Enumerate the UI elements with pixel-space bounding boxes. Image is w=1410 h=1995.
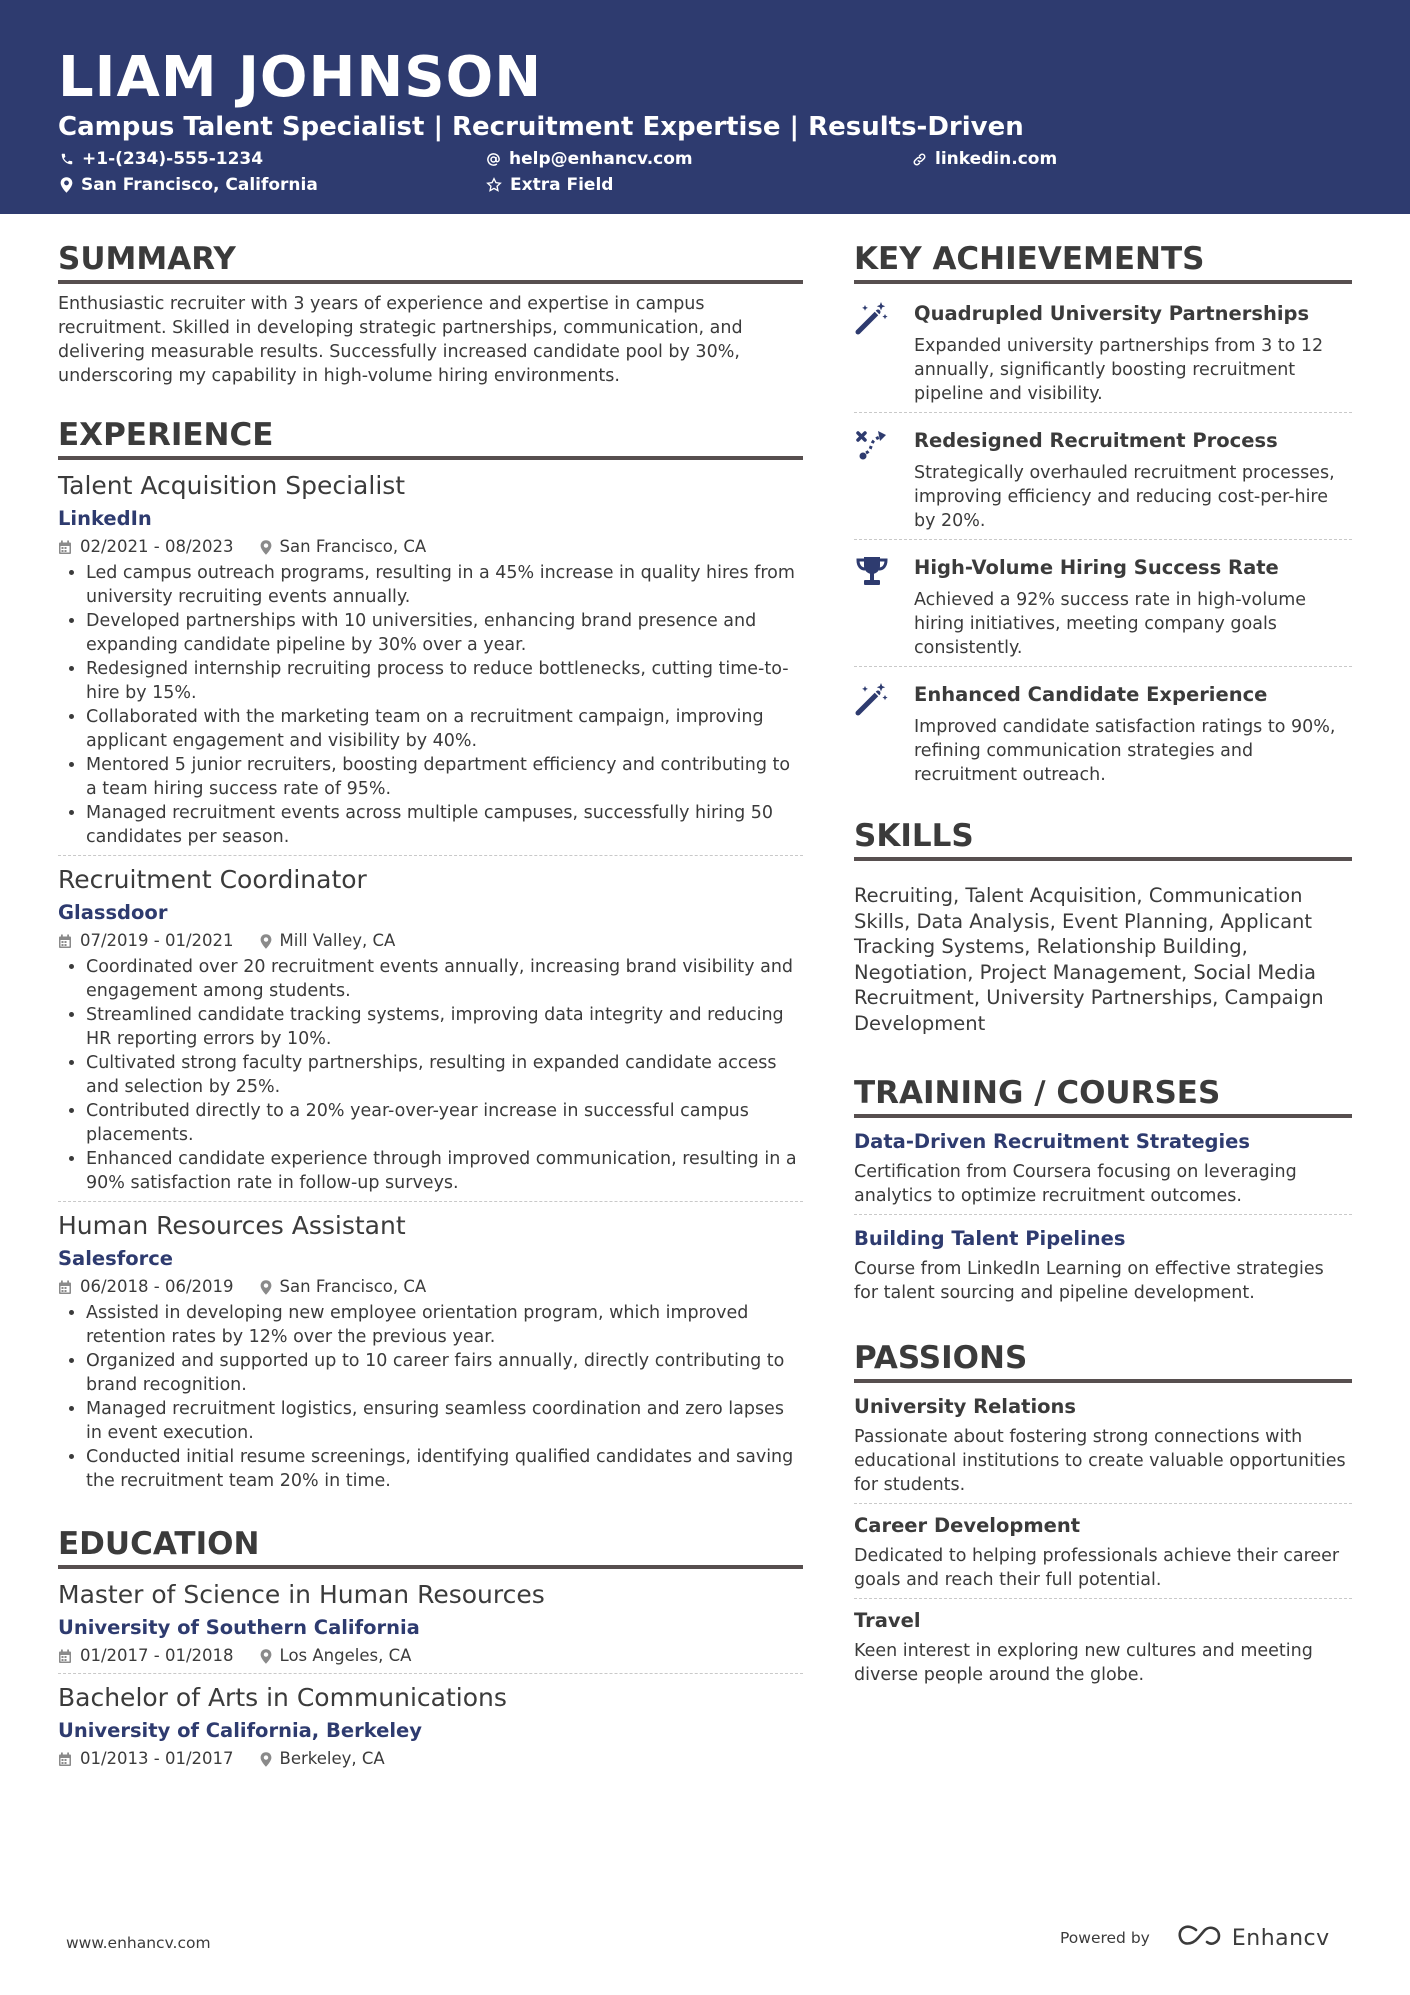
location-pin-icon xyxy=(260,934,272,949)
section-title-achievements: KEY ACHIEVEMENTS xyxy=(854,240,1352,284)
degree-title: Bachelor of Arts in Communications xyxy=(58,1683,507,1712)
course-desc: Certification from Coursera focusing on leveraging analytics to optimize recruitment outcomes. xyxy=(854,1162,1297,1206)
location-pin-icon xyxy=(260,1752,272,1767)
skills-section xyxy=(854,817,1352,1036)
section-title-experience: EXPERIENCE xyxy=(58,416,803,460)
powered-by-text: Powered by xyxy=(1060,1929,1150,1947)
company-name: Glassdoor xyxy=(58,901,168,924)
school-name: University of Southern California xyxy=(58,1616,420,1639)
achievement-item xyxy=(854,294,1352,413)
achievement-item xyxy=(854,421,1352,540)
achievement-item xyxy=(854,675,1352,793)
experience-entry xyxy=(58,1210,803,1499)
achievements-section xyxy=(854,240,1352,793)
entry-meta xyxy=(58,930,803,952)
experience-entry xyxy=(58,470,803,856)
section-title-summary: SUMMARY xyxy=(58,240,803,284)
passion-desc: Dedicated to helping professionals achieve their career goals and reach their full potential. xyxy=(854,1546,1340,1590)
bullet-item: • Streamlined candidate tracking systems, improving data integrity and reducing HR reporting errors by 10%. xyxy=(86,1003,803,1051)
calendar-icon xyxy=(58,1280,72,1295)
passion-title: University Relations xyxy=(854,1395,1077,1418)
experience-entry xyxy=(58,864,803,1202)
contact-email[interactable] xyxy=(486,148,693,170)
education-section xyxy=(58,1525,803,1776)
location-text: San Francisco, California xyxy=(81,175,318,195)
job-title: Human Resources Assistant xyxy=(58,1211,406,1240)
location-pin-icon xyxy=(260,540,272,555)
contact-location xyxy=(60,174,318,196)
achievement-title: Quadrupled University Partnerships xyxy=(914,302,1310,325)
link-icon xyxy=(912,152,927,167)
entry-location: Berkeley, CA xyxy=(279,1749,385,1768)
section-title-training: TRAINING / COURSES xyxy=(854,1074,1352,1118)
contact-linkedin[interactable] xyxy=(912,148,1057,170)
location-pin-icon xyxy=(60,177,73,193)
entry-location: San Francisco, CA xyxy=(279,1277,427,1296)
entry-dates: 01/2013 - 01/2017 xyxy=(80,1749,234,1768)
trophy-icon xyxy=(854,550,914,660)
entry-meta xyxy=(58,1748,803,1770)
course-title: Building Talent Pipelines xyxy=(854,1227,1126,1250)
bullet-item: • Cultivated strong faculty partnerships, resulting in expanded candidate access and selection by 25%. xyxy=(86,1051,803,1099)
contact-phone[interactable] xyxy=(60,148,263,170)
candidate-name: LIAM JOHNSON xyxy=(58,45,543,110)
resume-header xyxy=(0,0,1410,214)
achievement-title: Enhanced Candidate Experience xyxy=(914,683,1268,706)
location-pin-icon xyxy=(260,1649,272,1664)
passions-section xyxy=(854,1339,1352,1693)
course-title: Data-Driven Recruitment Strategies xyxy=(854,1130,1251,1153)
job-title: Talent Acquisition Specialist xyxy=(58,471,406,500)
school-name: University of California, Berkeley xyxy=(58,1719,422,1742)
bullet-item: • Managed recruitment logistics, ensuring seamless coordination and zero lapses in event execution. xyxy=(86,1397,803,1445)
section-title-education: EDUCATION xyxy=(58,1525,803,1569)
entry-dates: 07/2019 - 01/2021 xyxy=(80,931,234,950)
footer-branding[interactable] xyxy=(1060,1924,1330,1952)
brand-name: Enhancv xyxy=(1231,1925,1330,1951)
location-pin-icon xyxy=(260,1280,272,1295)
course-item xyxy=(854,1128,1352,1215)
achievement-desc: Improved candidate satisfaction ratings to 90%, refining communication strategies and recruitment outreach. xyxy=(914,717,1336,785)
bullet-item: • Conducted initial resume screenings, identifying qualified candidates and saving the recruitment team 20% in time. xyxy=(86,1445,803,1493)
bullet-list xyxy=(58,955,803,1195)
bullet-item: • Led campus outreach programs, resulting in a 45% increase in quality hires from university recruiting events annually. xyxy=(86,561,803,609)
passion-item xyxy=(854,1393,1352,1504)
achievement-desc: Expanded university partnerships from 3 to 12 annually, significantly boosting recruitment pipeline and visibility. xyxy=(914,336,1324,404)
calendar-icon xyxy=(58,1752,72,1767)
extra-text: Extra Field xyxy=(510,175,614,195)
calendar-icon xyxy=(58,540,72,555)
achievement-item xyxy=(854,548,1352,667)
company-name: Salesforce xyxy=(58,1247,174,1270)
passion-title: Travel xyxy=(854,1609,921,1632)
job-title: Recruitment Coordinator xyxy=(58,865,367,894)
bullet-item: • Coordinated over 20 recruitment events annually, increasing brand visibility and engagement among students. xyxy=(86,955,803,1003)
entry-meta xyxy=(58,536,803,558)
bullet-item: • Redesigned internship recruiting process to reduce bottlenecks, cutting time-to-hire by 15%. xyxy=(86,657,803,705)
passion-title: Career Development xyxy=(854,1514,1081,1537)
bullet-item: • Assisted in developing new employee orientation program, which improved retention rates by 12% over the previous year. xyxy=(86,1301,803,1349)
achievement-desc: Achieved a 92% success rate in high-volume hiring initiatives, meeting company goals consistently. xyxy=(914,590,1307,658)
course-item xyxy=(854,1225,1352,1311)
company-name: LinkedIn xyxy=(58,507,152,530)
summary-text: Enthusiastic recruiter with 3 years of experience and expertise in campus recruitment. Skilled in developing strategic partnerships, communication, and delivering measurable results. Successfully increased candidate pool by 30%, underscoring my capability in high-volume hiring environments. xyxy=(58,294,743,386)
linkedin-text: linkedin.com xyxy=(935,149,1058,169)
entry-meta xyxy=(58,1276,803,1298)
enhancv-logo-icon xyxy=(1176,1924,1224,1952)
section-title-skills: SKILLS xyxy=(854,817,1352,861)
achievement-title: Redesigned Recruitment Process xyxy=(914,429,1278,452)
right-column xyxy=(854,240,1352,1701)
entry-location: Mill Valley, CA xyxy=(279,931,396,950)
calendar-icon xyxy=(58,1649,72,1664)
phone-text: +1-(234)-555-1234 xyxy=(82,149,264,169)
degree-title: Master of Science in Human Resources xyxy=(58,1580,545,1609)
achievement-title: High-Volume Hiring Success Rate xyxy=(914,556,1279,579)
footer-website-link[interactable]: www.enhancv.com xyxy=(66,1934,211,1952)
passion-item xyxy=(854,1512,1352,1599)
entry-dates: 02/2021 - 08/2023 xyxy=(80,537,234,556)
calendar-icon xyxy=(58,934,72,949)
bullet-item: • Mentored 5 junior recruiters, boosting department efficiency and contributing to a team hiring success rate of 95%. xyxy=(86,753,803,801)
email-text: help@enhancv.com xyxy=(509,149,693,169)
course-desc: Course from LinkedIn Learning on effective strategies for talent sourcing and pipeline development. xyxy=(854,1259,1324,1303)
contact-extra xyxy=(486,174,613,196)
passion-item xyxy=(854,1607,1352,1693)
education-entry xyxy=(58,1579,803,1674)
experience-section xyxy=(58,416,803,1499)
bullet-item: • Enhanced candidate experience through improved communication, resulting in a 90% satisfaction rate in follow-up surveys. xyxy=(86,1147,803,1195)
bullet-item: • Organized and supported up to 10 career fairs annually, directly contributing to brand recognition. xyxy=(86,1349,803,1397)
passion-desc: Keen interest in exploring new cultures and meeting diverse people around the globe. xyxy=(854,1641,1313,1685)
summary-section xyxy=(58,240,803,388)
strategy-icon xyxy=(854,423,914,533)
bullet-item: • Developed partnerships with 10 universities, enhancing brand presence and expanding candidate pipeline by 30% over a year. xyxy=(86,609,803,657)
bullet-item: • Contributed directly to a 20% year-over-year increase in successful campus placements. xyxy=(86,1099,803,1147)
magic-wand-icon xyxy=(854,296,914,406)
entry-dates: 06/2018 - 06/2019 xyxy=(80,1277,234,1296)
bullet-list xyxy=(58,1301,803,1493)
training-section xyxy=(854,1074,1352,1311)
entry-dates: 01/2017 - 01/2018 xyxy=(80,1646,234,1665)
education-entry xyxy=(58,1682,803,1776)
skills-text: Recruiting, Talent Acquisition, Communication Skills, Data Analysis, Event Planning, Applicant Tracking Systems, Relationship Building, Negotiation, Project Management, Social Media Recruitment, University Partnerships, Campaign Development xyxy=(854,884,1324,1035)
magic-wand-icon xyxy=(854,677,914,787)
bullet-item: • Managed recruitment events across multiple campuses, successfully hiring 50 candidates per season. xyxy=(86,801,803,849)
candidate-tagline: Campus Talent Specialist | Recruitment Expertise | Results-Driven xyxy=(58,112,1024,142)
left-column xyxy=(58,240,803,1784)
at-icon xyxy=(486,152,501,167)
passion-desc: Passionate about fostering strong connections with educational institutions to create valuable opportunities for students. xyxy=(854,1427,1346,1495)
bullet-list xyxy=(58,561,803,849)
achievement-desc: Strategically overhauled recruitment processes, improving efficiency and reducing cost-per-hire by 20%. xyxy=(914,463,1335,531)
phone-icon xyxy=(60,152,74,166)
star-icon xyxy=(486,177,502,193)
entry-location: Los Angeles, CA xyxy=(279,1646,412,1665)
entry-meta xyxy=(58,1645,803,1667)
section-title-passions: PASSIONS xyxy=(854,1339,1352,1383)
entry-location: San Francisco, CA xyxy=(279,537,427,556)
bullet-item: • Collaborated with the marketing team on a recruitment campaign, improving applicant engagement and visibility by 40%. xyxy=(86,705,803,753)
